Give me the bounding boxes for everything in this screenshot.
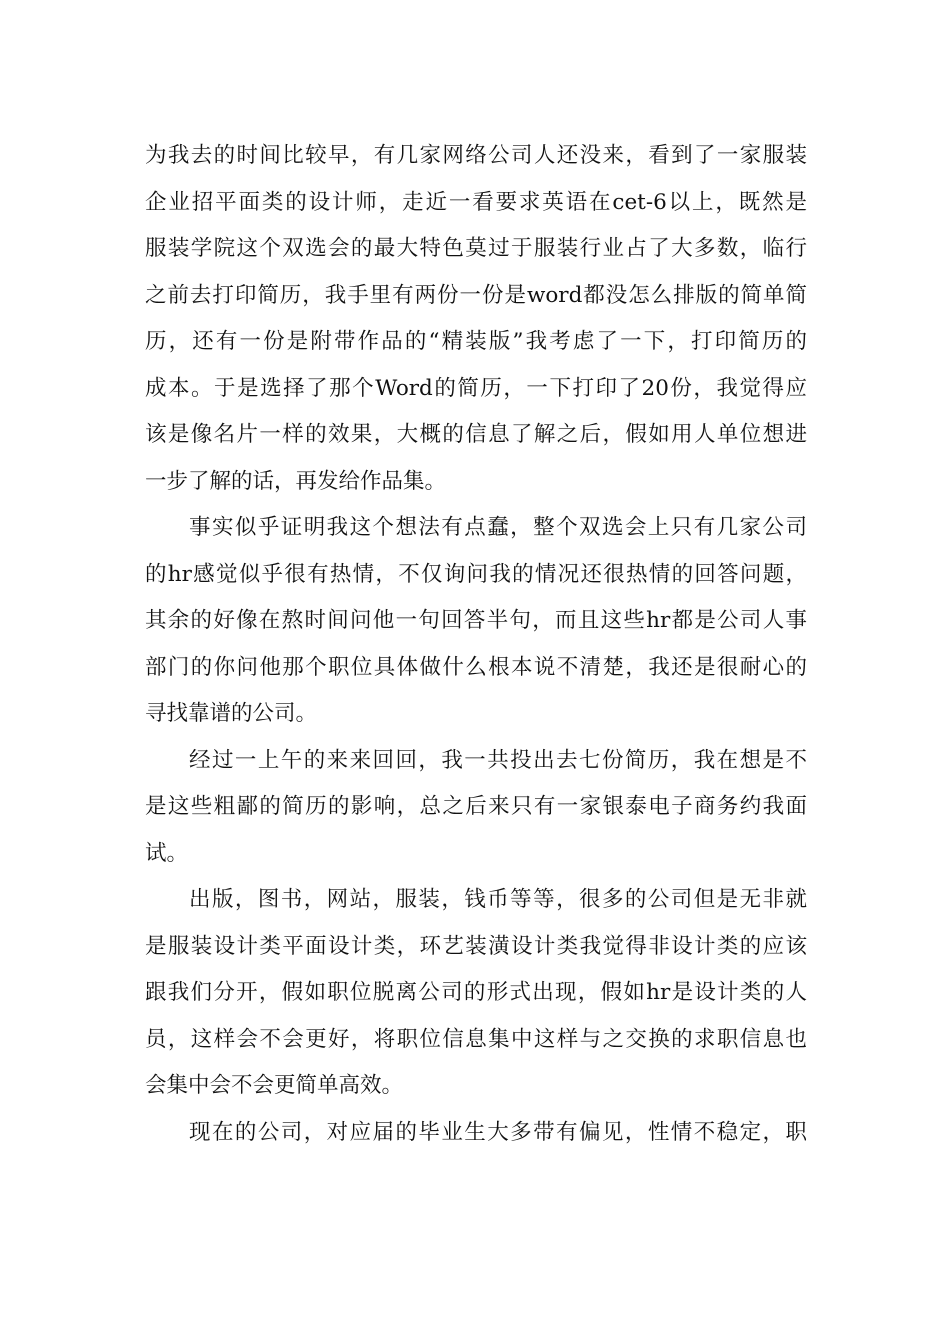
paragraph-3: [145, 738, 807, 878]
text-line: 试。: [145, 840, 189, 866]
text-line: 是服装设计类平面设计类，环艺装潢设计类我觉得非设计类的应该: [145, 933, 807, 959]
text-line: 企业招平面类的设计师，走近一看要求英语在cet-6以上，既然是: [145, 189, 807, 215]
text-line: 之前去打印简历，我手里有两份一份是word都没怎么排版的简单简: [145, 282, 807, 308]
paragraph-4: [145, 877, 807, 1110]
text-line: 跟我们分开，假如职位脱离公司的形式出现，假如hr是设计类的人: [145, 980, 807, 1005]
text-line: 成本。于是选择了那个Word的简历，一下打印了20份，我觉得应: [145, 375, 807, 401]
text-line: 部门的你问他那个职位具体做什么根本说不清楚，我还是很耐心的: [145, 654, 807, 680]
text-line: 为我去的时间比较早，有几家网络公司人还没来，看到了一家服装: [145, 143, 807, 168]
text-line: 该是像名片一样的效果，大概的信息了解之后，假如用人单位想进: [145, 422, 807, 447]
text-line: 的hr感觉似乎很有热情，不仅询问我的情况还很热情的回答问题，: [145, 561, 807, 587]
text-line: 一步了解的话，再发给作品集。: [145, 468, 447, 494]
text-line: 会集中会不会更简单高效。: [145, 1073, 404, 1098]
text-line: 服装学院这个双选会的最大特色莫过于服装行业占了大多数，临行: [145, 236, 807, 261]
text-line: 寻找靠谱的公司。: [145, 701, 318, 726]
text-line: 员，这样会不会更好，将职位信息集中这样与之交换的求职信息也: [145, 1026, 807, 1052]
paragraph-1: [145, 133, 807, 505]
text-line: 事实似乎证明我这个想法有点蠢，整个双选会上只有几家公司: [189, 515, 807, 540]
text-line: 经过一上午的来来回回，我一共投出去七份简历，我在想是不: [189, 747, 807, 773]
text-line: 出版，图书，网站，服装，钱币等等，很多的公司但是无非就: [189, 887, 807, 912]
text-line: 历，还有一份是附带作品的“精装版”我考虑了一下，打印简历的: [145, 329, 807, 354]
text-line: 其余的好像在熬时间问他一句回答半句，而且这些hr都是公司人事: [145, 608, 807, 633]
paragraph-2: [145, 505, 807, 738]
paragraph-5: [145, 1110, 807, 1157]
text-line: 现在的公司，对应届的毕业生大多带有偏见，性情不稳定，职: [189, 1119, 807, 1145]
document-body: [145, 133, 807, 1156]
text-line: 是这些粗鄙的简历的影响，总之后来只有一家银泰电子商务约我面: [145, 794, 807, 819]
